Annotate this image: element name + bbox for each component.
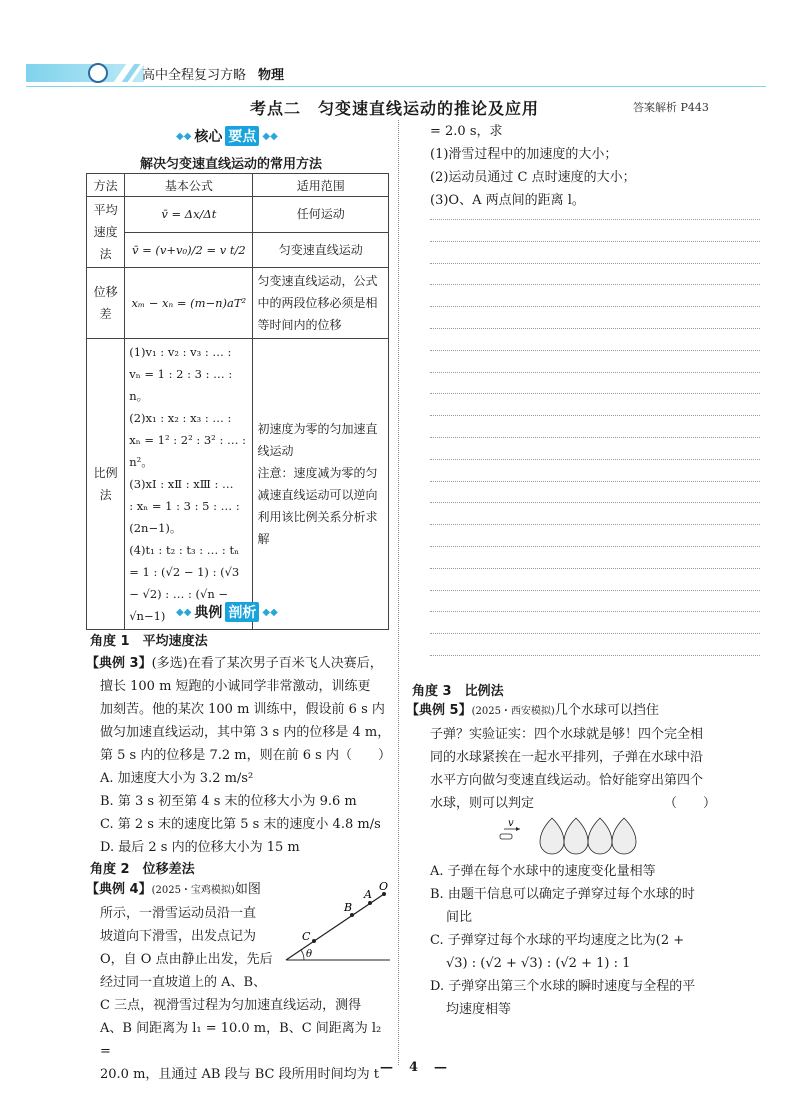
tag-highlight: 剖析 <box>225 602 259 622</box>
table-header: 方法 <box>87 174 125 197</box>
answer-line <box>430 372 760 373</box>
answer-line <box>430 415 760 416</box>
formula-line: (2)x₁ : x₂ : x₃ : … : <box>129 411 232 425</box>
formula-line: (2n−1)。 <box>129 521 182 535</box>
option: C. 第 2 s 末的速度比第 5 s 末的速度小 4.8 m/s <box>100 817 381 832</box>
answer-line <box>430 655 760 656</box>
table-title: 解决匀变速直线运动的常用方法 <box>140 157 323 172</box>
angle-3-heading: 角度 3 比例法 <box>412 684 504 699</box>
method-cell: 平均速度法 <box>87 197 125 268</box>
range-note: 注意：速度减为零的匀减速直线运动可以逆向利用该比例关系分析求解 <box>257 466 378 546</box>
label-a: A <box>364 888 372 901</box>
diamond-icon: ◆◆ <box>176 606 192 618</box>
point-a <box>368 901 372 905</box>
answer-line <box>430 611 760 612</box>
answer-line <box>430 263 760 264</box>
formula-line: = 1 : (√2 − 1) : (√3 <box>129 565 240 579</box>
running-header <box>142 64 284 83</box>
answer-line <box>430 459 760 460</box>
range-cell <box>253 339 389 630</box>
water-ball <box>588 818 612 854</box>
answer-blank: （ ） <box>663 796 716 811</box>
book-title: 高中全程复习方略 <box>142 68 247 83</box>
answer-line <box>430 546 760 547</box>
text-line: 几个水球可以挡住 <box>554 703 659 718</box>
example-4-line: A、B 间距离为 l₁ = 10.0 m，B、C 间距离为 l₂ = <box>100 1021 382 1059</box>
angle-1-heading: 角度 1 平均速度法 <box>90 634 208 649</box>
page-number: — 4 — <box>380 1060 448 1075</box>
option-continued: 均速度相等 <box>446 1002 512 1017</box>
answer-line <box>430 481 760 482</box>
range-cell: 任何运动 <box>253 197 389 233</box>
text-line: 如图 <box>234 882 261 897</box>
column-divider <box>398 120 399 1065</box>
option: D. 子弹穿出第三个水球的瞬时速度与全程的平 <box>430 979 696 994</box>
example-4-line: 所示，一滑雪运动员沿一直 <box>100 906 257 921</box>
slope-diagram <box>280 880 392 964</box>
answer-line <box>430 393 760 394</box>
answer-line <box>430 590 760 591</box>
question-3: (3)O、A 两点间的距离 l。 <box>430 193 585 208</box>
example-4-line: C 三点，视滑雪过程为匀加速直线运动，测得 <box>100 998 362 1013</box>
option: B. 由题干信息可以确定子弹穿过每个水球的时 <box>430 887 695 902</box>
example-5-options <box>406 860 756 1021</box>
range-text: 初速度为零的匀加速直线运动 <box>257 422 378 458</box>
example-4-continued <box>406 120 756 212</box>
example-3 <box>86 652 391 859</box>
formula-line: (4)t₁ : t₂ : t₃ : … : tₙ <box>129 543 240 557</box>
section-title: 考点二 匀变速直线运动的推论及应用 <box>250 99 540 118</box>
example-source: (2025・宝鸡模拟) <box>151 885 235 896</box>
formula-line: : xₙ = 1 : 3 : 5 : … : <box>129 499 240 513</box>
example-3-line: 加刻苦。他的某次 100 m 训练中，假设前 6 s 内 <box>100 702 385 717</box>
text-line: (多选)在看了某次男子百米飞人决赛后， <box>151 656 383 671</box>
example-4-line: 坡道向下滑雪，出发点记为 <box>100 929 257 944</box>
diamond-icon: ◆◆ <box>262 606 278 618</box>
page-number-value: 4 <box>409 1060 419 1075</box>
option-continued: 间比 <box>446 910 473 925</box>
option-continued: √3) : (√2 + √3) : (√2 + 1) : 1 <box>446 956 631 971</box>
velocity-label: v <box>508 818 514 829</box>
option: D. 最后 2 s 内的位移大小为 15 m <box>100 840 300 855</box>
answer-line <box>430 437 760 438</box>
example-5-line: 同的水球紧挨在一起水平排列，子弹在水球中沿 <box>430 750 704 765</box>
example-3-line: 擅长 100 m 短跑的小诚同学非常激动，训练更 <box>100 679 371 694</box>
point-c <box>312 939 316 943</box>
water-ball <box>612 818 636 854</box>
formula-cell <box>125 339 253 630</box>
water-balls-figure <box>494 812 644 862</box>
formula-cell: v̄ = (v+v₀)/2 = v t/2 <box>125 232 253 268</box>
angle-2-heading: 角度 2 位移差法 <box>90 862 195 877</box>
formula-cell: v̄ = Δx/Δt <box>125 197 253 233</box>
example-label: 【典例 5】 <box>406 703 472 718</box>
formula-line: (3)xⅠ : xⅡ : xⅢ : … <box>129 477 234 491</box>
answer-line <box>430 328 760 329</box>
answer-line <box>430 306 760 307</box>
methods-table <box>86 173 389 630</box>
option: B. 第 3 s 初至第 4 s 末的位移大小为 9.6 m <box>100 794 357 809</box>
example-5-line: 子弹？实验证实：四个水球就是够！四个完全相 <box>430 727 704 742</box>
water-ball <box>540 818 564 854</box>
header-rule <box>26 86 766 87</box>
option: A. 加速度大小为 3.2 m/s² <box>100 771 254 786</box>
core-points-tag <box>176 126 278 146</box>
tag-text: 典例 <box>194 605 223 621</box>
table-header: 适用范围 <box>253 174 389 197</box>
method-cell: 比例法 <box>87 339 125 630</box>
tag-text: 核心 <box>194 129 223 145</box>
formula-line: n²。 <box>129 455 153 469</box>
example-5 <box>406 699 756 815</box>
angle-arc <box>301 950 304 960</box>
answer-line <box>430 241 760 242</box>
example-label: 【典例 3】 <box>86 656 152 671</box>
example-3-line: 第 5 s 内的位移是 7.2 m，则在前 6 s 内（ ） <box>100 748 391 763</box>
arrow-head-icon <box>516 827 520 831</box>
bullet-icon <box>500 834 512 839</box>
range-cell: 匀变速直线运动，公式中的两段位移必须是相等时间内的位移 <box>253 268 389 339</box>
example-4-line: 经过同一直坡道上的 A、B、 <box>100 975 267 990</box>
text-line: = 2.0 s，求 <box>430 124 503 139</box>
diamond-icon: ◆◆ <box>176 130 192 142</box>
formula-line: √n−1) <box>129 609 166 623</box>
formula-cell: xₘ − xₙ = (m−n)aT² <box>125 268 253 339</box>
water-ball <box>564 818 588 854</box>
label-c: C <box>302 930 311 943</box>
label-o: O <box>379 880 389 893</box>
answer-line <box>430 568 760 569</box>
range-cell: 匀变速直线运动 <box>253 232 389 268</box>
example-3-line: 做匀加速直线运动，其中第 3 s 内的位移是 4 m， <box>100 725 391 740</box>
label-b: B <box>344 901 353 914</box>
label-theta: θ <box>306 949 313 960</box>
option: A. 子弹在每个水球中的速度变化量相等 <box>430 864 656 879</box>
tag-highlight: 要点 <box>225 126 259 146</box>
table-row <box>87 197 389 233</box>
table-row <box>87 268 389 339</box>
formula-line: − √2) : … : (√n − <box>129 587 229 601</box>
answer-line <box>430 524 760 525</box>
water-balls <box>540 818 636 854</box>
table-row <box>87 339 389 630</box>
question-1: (1)滑雪过程中的加速度的大小； <box>430 147 618 162</box>
table-header: 基本公式 <box>125 174 253 197</box>
text-line: 水球，则可以判定 <box>430 796 535 811</box>
diamond-icon: ◆◆ <box>262 130 278 142</box>
formula-line: (1)v₁ : v₂ : v₃ : … : <box>129 345 232 359</box>
example-source: (2025・西安模拟) <box>471 706 555 717</box>
table-row <box>87 232 389 268</box>
answer-line <box>430 350 760 351</box>
example-5-line <box>406 699 756 723</box>
example-5-line: 水平方向做匀变速直线运动。恰好能穿出第四个 <box>430 773 704 788</box>
option: C. 子弹穿过每个水球的平均速度之比为(2 + <box>430 933 685 948</box>
book-logo-icon <box>88 63 108 83</box>
answer-line <box>430 284 760 285</box>
answer-reference: 答案解析 P443 <box>633 101 709 114</box>
formula-line: vₙ = 1 : 2 : 3 : … : n。 <box>129 367 233 403</box>
question-2: (2)运动员通过 C 点时速度的大小； <box>430 170 636 185</box>
example-label: 【典例 4】 <box>86 882 152 897</box>
examples-tag <box>176 602 278 622</box>
answer-line <box>430 219 760 220</box>
example-4-line: 20.0 m，且通过 AB 段与 BC 段所用时间均为 t <box>100 1067 379 1082</box>
table-header-row <box>87 174 389 197</box>
example-4-line: O，自 O 点由静止出发，先后 <box>100 952 273 967</box>
answer-line <box>430 633 760 634</box>
answer-line <box>430 502 760 503</box>
subject: 物理 <box>258 68 285 83</box>
method-cell: 位移差 <box>87 268 125 339</box>
example-3-line <box>86 652 391 675</box>
formula-line: xₙ = 1² : 2² : 3² : … : <box>129 433 247 447</box>
